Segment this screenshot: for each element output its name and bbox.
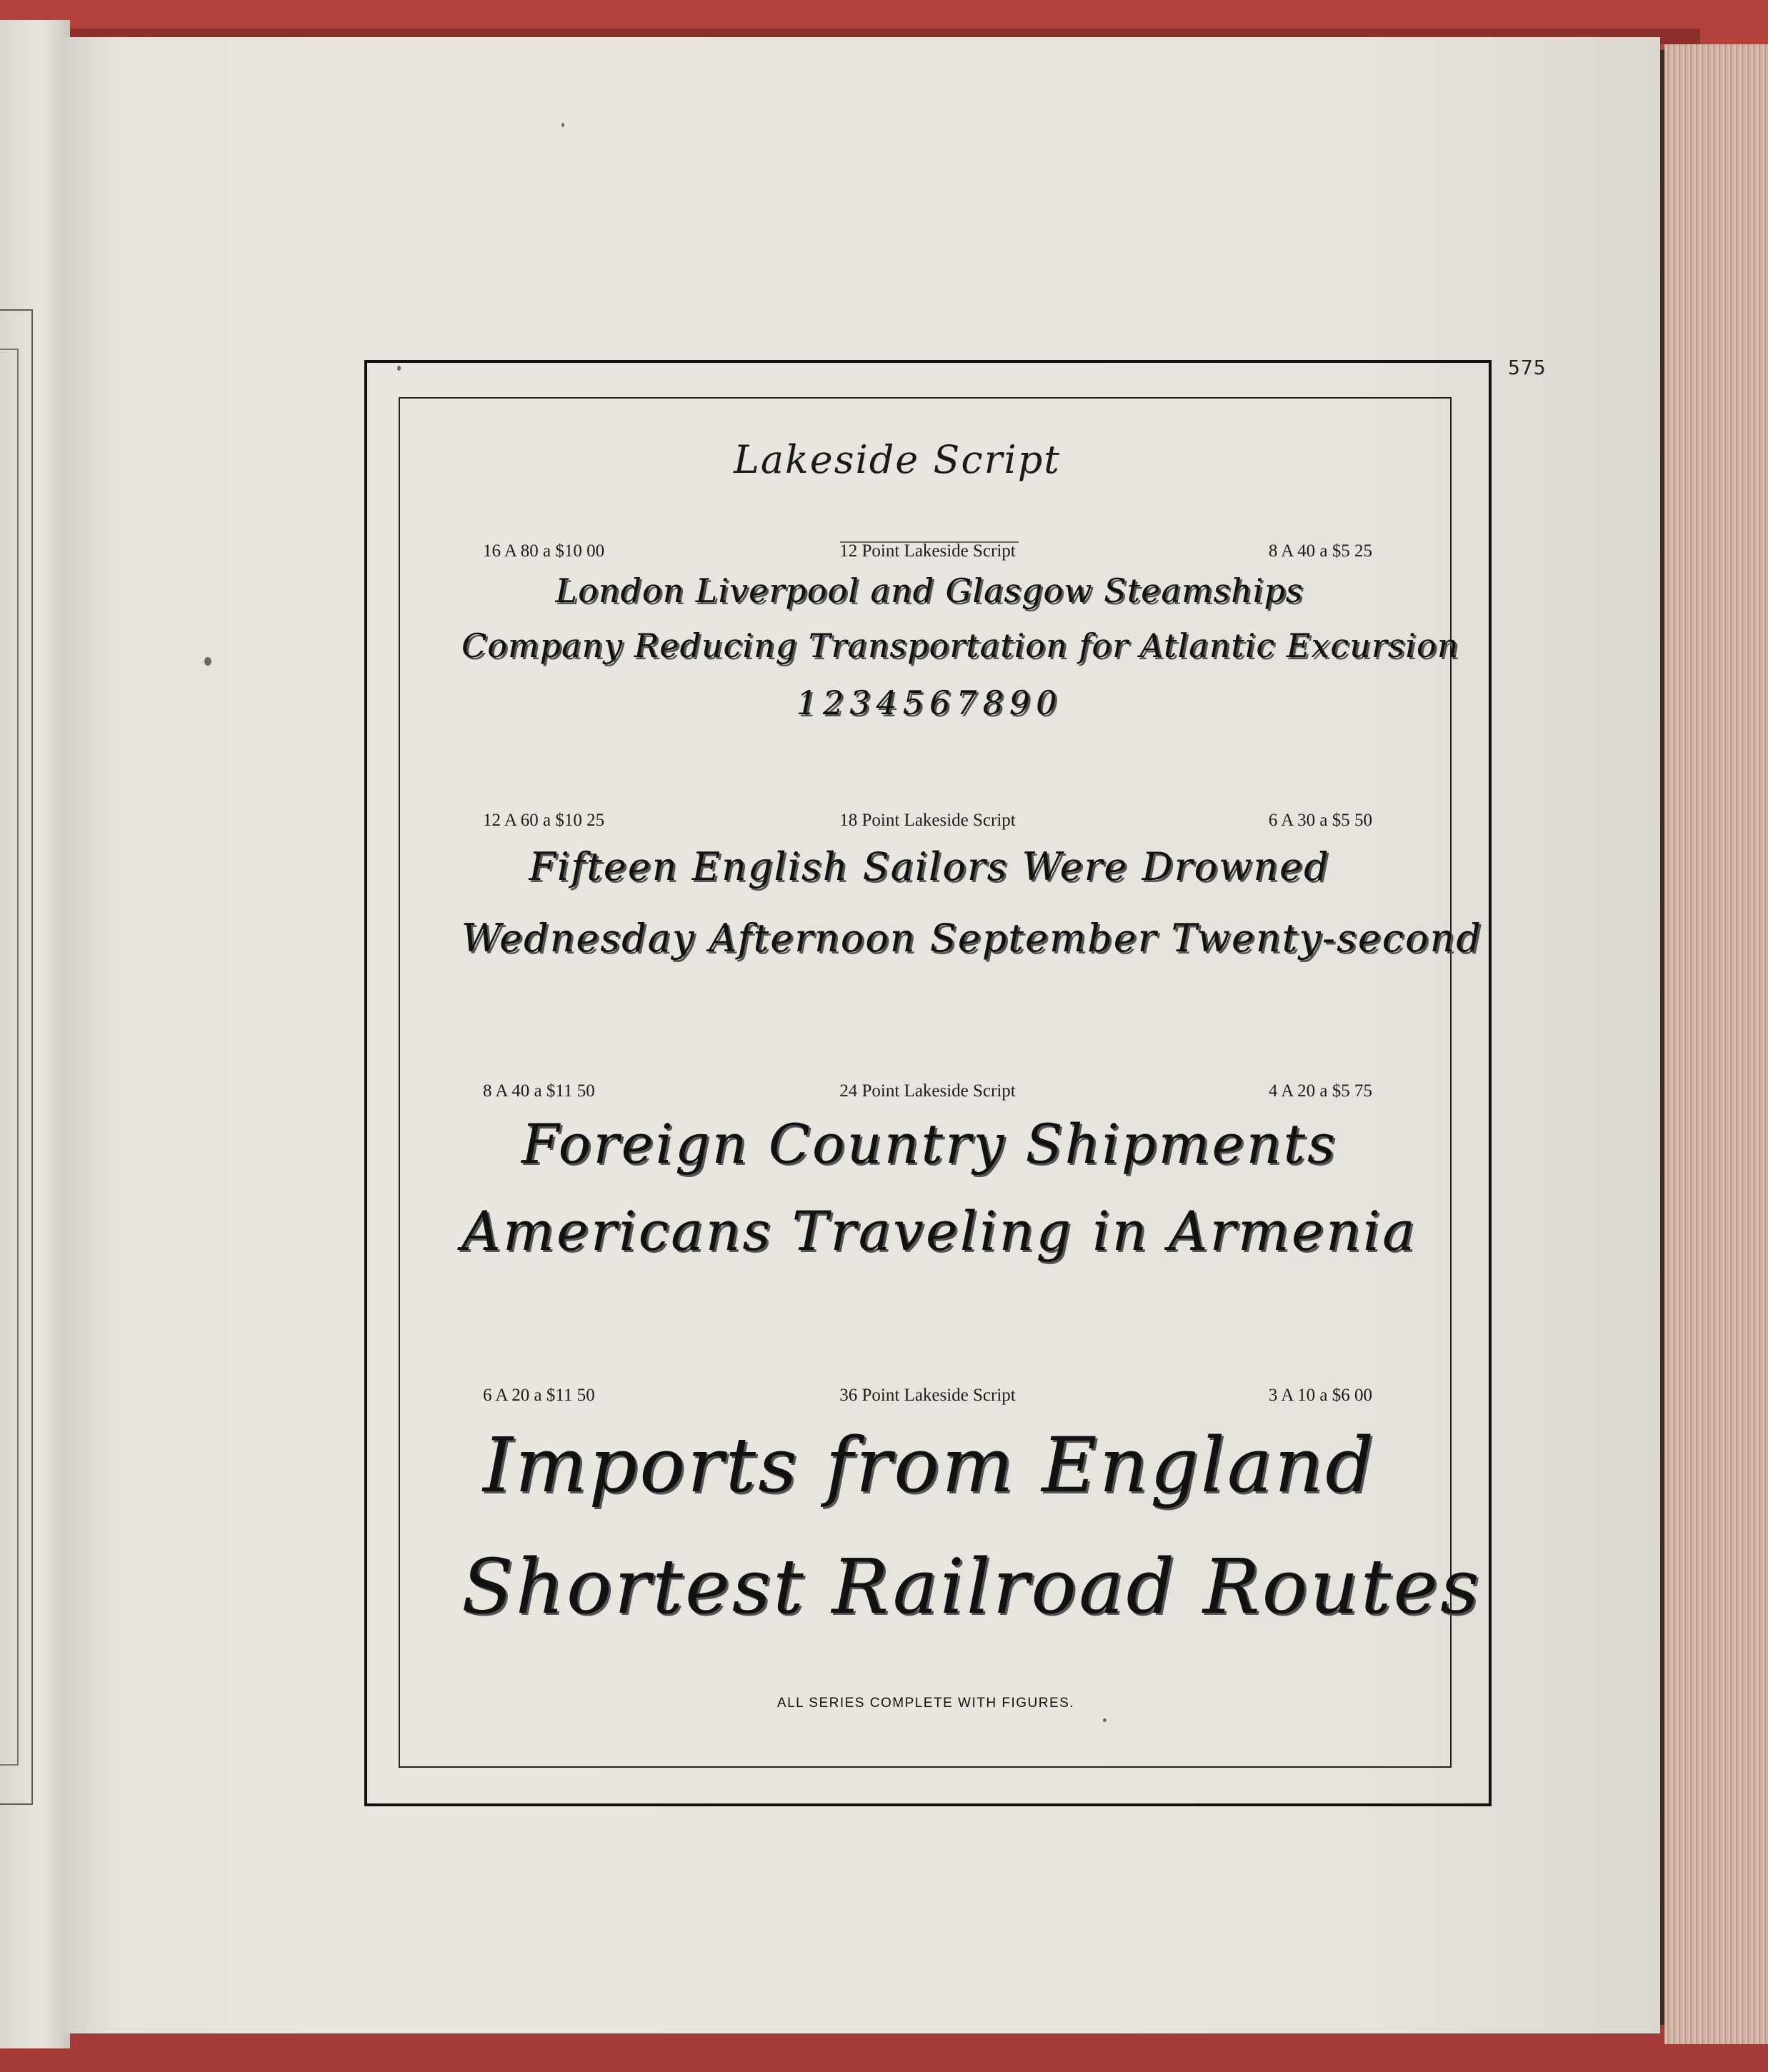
specimen-12pt-size-label: 12 Point Lakeside Script (839, 541, 1016, 561)
specimen-12pt-line-2: Company Reducing Transportation for Atlantic Excursion (461, 626, 1459, 665)
specimen-36pt-size-label: 36 Point Lakeside Script (839, 1386, 1016, 1405)
specimen-18pt-meta (483, 811, 1372, 835)
specimen-24pt-line-1: Foreign Country Shipments (521, 1112, 1337, 1176)
specimen-12pt-left-price: 16 A 80 a $10 00 (483, 541, 605, 561)
paper-speck (397, 366, 401, 371)
specimen-12pt-figures: 1234567890 (796, 684, 1063, 722)
specimen-12pt-line-1: London Liverpool and Glasgow Steamships (555, 571, 1304, 610)
specimen-18pt-size-label: 18 Point Lakeside Script (839, 811, 1016, 830)
paper-speck (204, 657, 211, 666)
previous-page-edge (0, 20, 70, 2048)
specimen-18pt-line-2: Wednesday Afternoon September Twenty-second (461, 916, 1482, 961)
specimen-18pt-line-1: Fifteen English Sailors Were Drowned (529, 844, 1330, 889)
specimen-24pt-line-2: Americans Traveling in Armenia (461, 1199, 1417, 1263)
specimen-12pt-right-price: 8 A 40 a $5 25 (1268, 541, 1372, 561)
specimen-36pt-right-price: 3 A 10 a $6 00 (1268, 1386, 1372, 1405)
specimen-24pt-left-price: 8 A 40 a $11 50 (483, 1081, 595, 1101)
specimen-12pt-meta (483, 541, 1372, 566)
specimen-18pt-left-price: 12 A 60 a $10 25 (483, 811, 605, 830)
paper-speck (1103, 1718, 1107, 1722)
specimen-24pt-right-price: 4 A 20 a $5 75 (1268, 1081, 1372, 1101)
page-number: 575 (1508, 356, 1547, 379)
specimen-18pt-right-price: 6 A 30 a $5 50 (1268, 811, 1372, 830)
specimen-24pt-size-label: 24 Point Lakeside Script (839, 1081, 1016, 1101)
specimen-36pt-left-price: 6 A 20 a $11 50 (483, 1386, 595, 1405)
page-title: Lakeside Script (734, 437, 1061, 482)
specimen-24pt-meta (483, 1081, 1372, 1106)
book-page (61, 37, 1660, 2033)
specimen-36pt-line-2: Shortest Railroad Routes (461, 1543, 1482, 1631)
specimen-36pt-line-1: Imports from England (482, 1421, 1377, 1509)
specimen-36pt-meta (483, 1386, 1372, 1410)
paper-speck (561, 123, 564, 127)
previous-page-inner-frame (0, 349, 19, 1766)
page-stack-edges (1664, 44, 1768, 2044)
footer-note: ALL SERIES COMPLETE WITH FIGURES. (776, 1696, 1075, 1711)
